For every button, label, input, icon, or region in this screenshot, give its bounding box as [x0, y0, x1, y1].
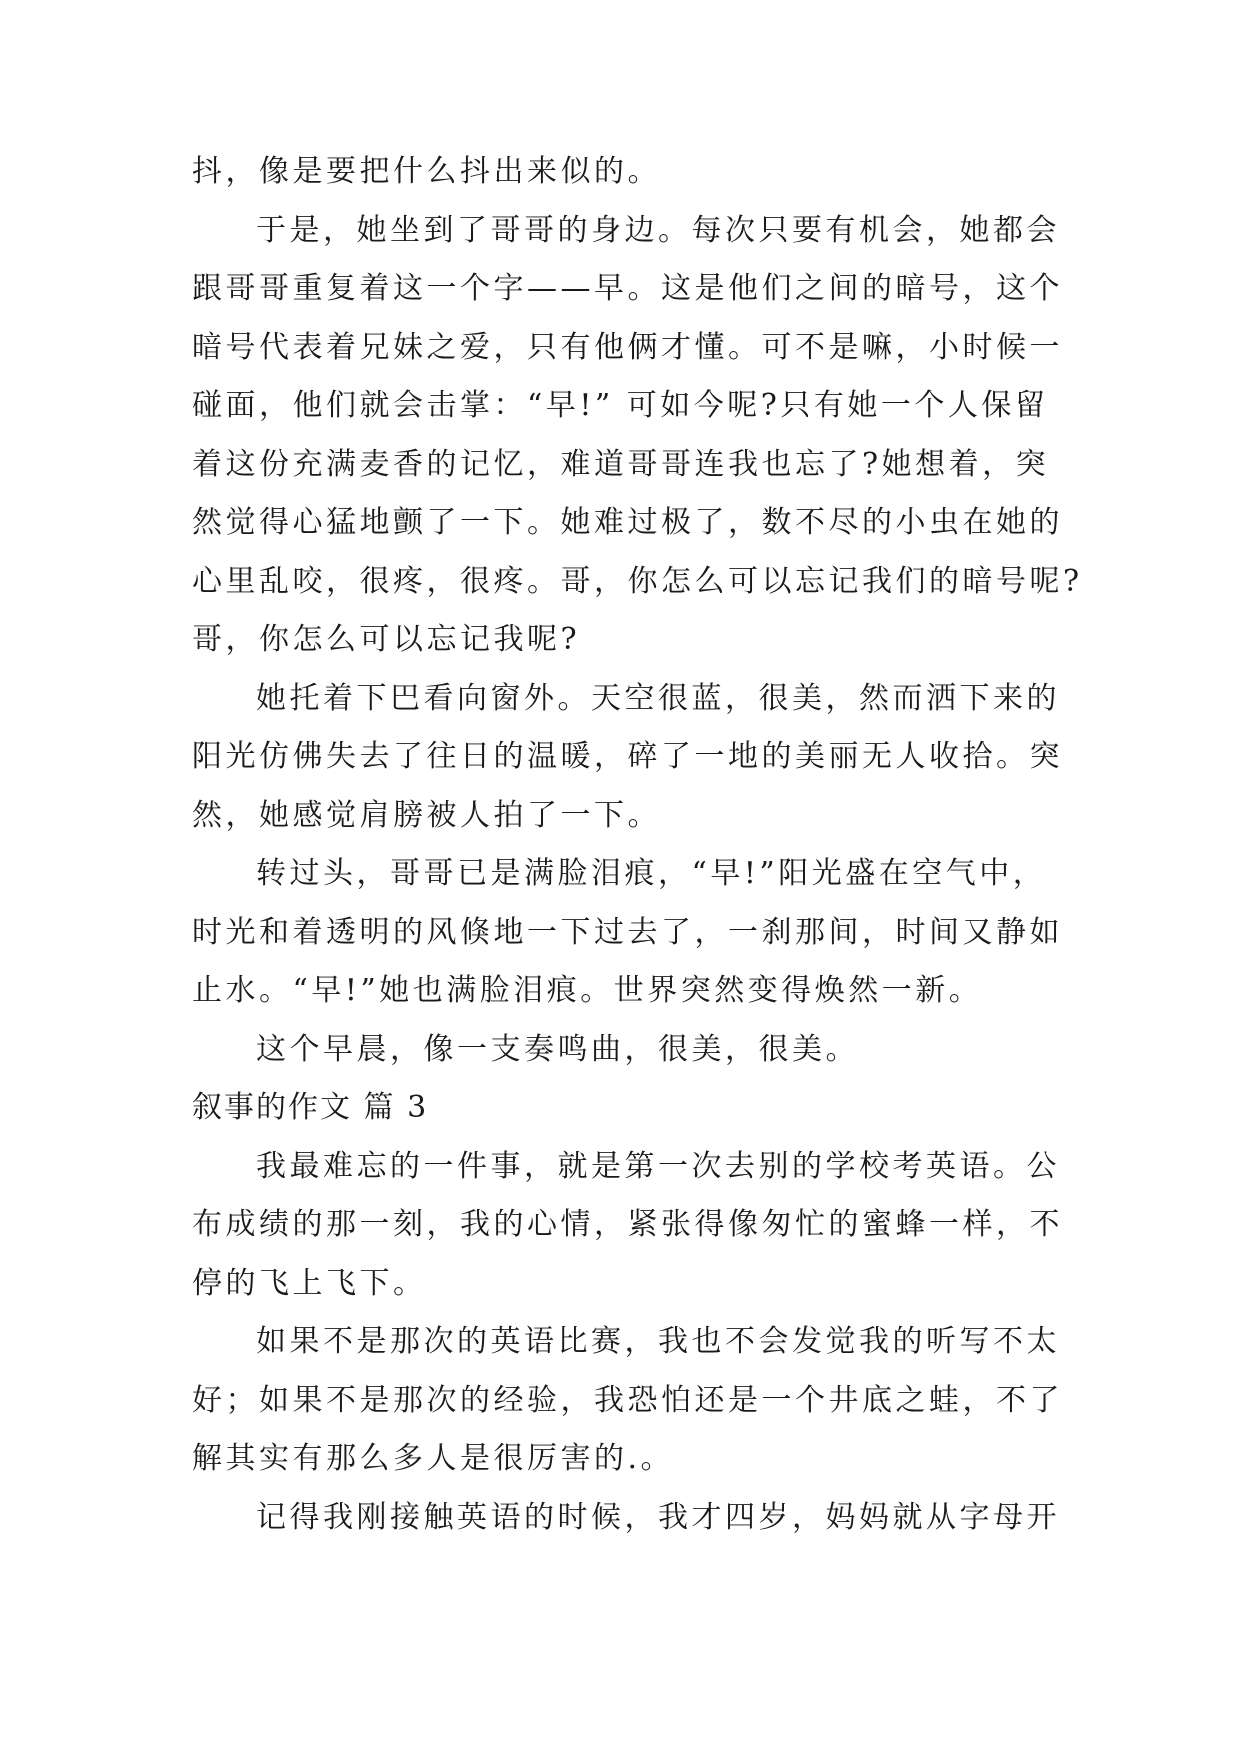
text-line: 时光和着透明的风倏地一下过去了，一刹那间，时间又静如: [192, 914, 1063, 950]
paragraph-start: 于是，她坐到了哥哥的身边。每次只要有机会，她都会: [256, 212, 1060, 248]
text-line: 哥，你怎么可以忘记我呢?: [192, 622, 581, 657]
text-line: 暗号代表着兄妹之爱，只有他俩才懂。可不是嘛，小时候一: [192, 329, 1063, 365]
paragraph-start: 如果不是那次的英语比赛，我也不会发觉我的听写不太: [256, 1324, 1060, 1359]
text-line: 着这份充满麦香的记忆，难道哥哥连我也忘了?她想着，突: [192, 446, 1050, 482]
paragraph-start: 她托着下巴看向窗外。天空很蓝，很美，然而洒下来的: [256, 680, 1060, 716]
text-line: 碰面，他们就会击掌：“早!” 可如今呢?只有她一个人保留: [192, 388, 1049, 423]
paragraph-start: 我最难忘的一件事，就是第一次去别的学校考英语。公: [256, 1148, 1060, 1184]
text-line: 然觉得心猛地颤了一下。她难过极了，数不尽的小虫在她的: [192, 505, 1063, 540]
text-line: 止水。“早!”她也满脸泪痕。世界突然变得焕然一新。: [192, 973, 983, 1008]
document-body: [192, 143, 1083, 1547]
text-line: 心里乱咬，很疼，很疼。哥，你怎么可以忘记我们的暗号呢?: [192, 563, 1083, 599]
text-line: 然，她感觉肩膀被人拍了一下。: [192, 797, 661, 833]
text-line: 解其实有那么多人是很厉害的.。: [192, 1441, 675, 1476]
paragraph-start: 转过头，哥哥已是满脸泪痕，“早!”阳光盛在空气中，: [256, 856, 1047, 891]
text-line: 阳光仿佛失去了往日的温暖，碎了一地的美丽无人收拾。突: [192, 739, 1063, 774]
text-line: 好；如果不是那次的经验，我恐怕还是一个井底之蛙，不了: [192, 1382, 1063, 1418]
text-line: 跟哥哥重复着这一个字——早。这是他们之间的暗号，这个: [192, 271, 1063, 306]
paragraph-start: 记得我刚接触英语的时候，我才四岁，妈妈就从字母开: [256, 1499, 1060, 1535]
text-line: 停的飞上飞下。: [192, 1265, 427, 1301]
section-heading: 叙事的作文 篇 3: [192, 1090, 429, 1125]
text-line: 抖，像是要把什么抖出来似的。: [192, 154, 661, 189]
text-line: 布成绩的那一刻，我的心情，紧张得像匆忙的蜜蜂一样，不: [192, 1207, 1063, 1242]
paragraph-start: 这个早晨，像一支奏鸣曲，很美，很美。: [256, 1031, 859, 1067]
